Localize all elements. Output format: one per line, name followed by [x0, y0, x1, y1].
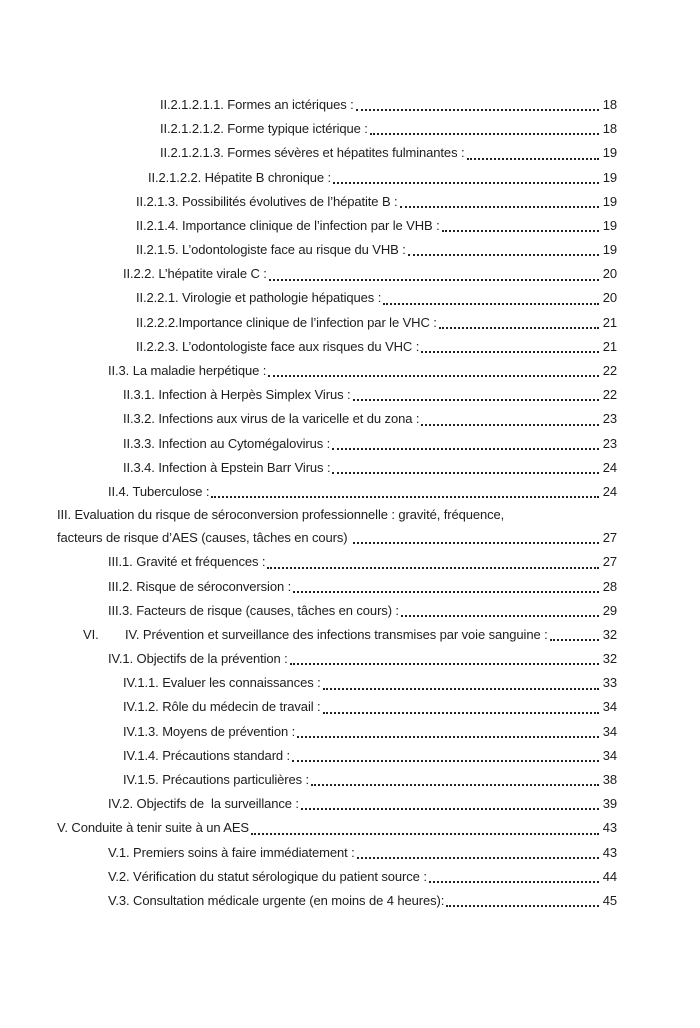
toc-entry [57, 335, 617, 359]
toc-entry-label: II.3.2. Infections aux virus de la varicelle et du zona : [123, 411, 420, 427]
dot-leader [357, 857, 599, 859]
toc-entry-page-number: 22 [602, 363, 617, 379]
dot-leader [370, 133, 599, 135]
toc-entry-main-line [57, 311, 617, 335]
toc-entry-main-line [57, 383, 617, 407]
toc-entry-label: II.3. La maladie herpétique : [108, 363, 267, 379]
toc-entry-label: V.2. Vérification du statut sérologique du patient source : [108, 868, 427, 884]
toc-entry-page-number: 19 [602, 193, 617, 209]
toc-entry-main-line [57, 432, 617, 456]
dot-leader [356, 109, 599, 111]
dot-leader [401, 615, 599, 617]
toc-entry-page-number: 38 [602, 772, 617, 788]
dot-leader [267, 567, 599, 569]
toc-entry-page-number: 24 [602, 459, 617, 475]
toc-entry-page-number: 23 [602, 435, 617, 451]
toc-entry [57, 744, 617, 768]
dot-leader [268, 375, 599, 377]
dot-leader [323, 688, 599, 690]
dot-leader [290, 663, 599, 665]
toc-entry-page-number: 20 [602, 266, 617, 282]
toc-entry-label: IV. Prévention et surveillance des infections transmises par voie sanguine : [125, 626, 548, 642]
toc-entry-label: III.2. Risque de séroconversion : [108, 578, 292, 594]
toc-entry-page-number: 19 [602, 242, 617, 258]
dot-leader [439, 327, 599, 329]
toc-entry [57, 214, 617, 238]
dot-leader [353, 542, 599, 544]
toc-entry-page-number: 21 [602, 338, 617, 354]
dot-leader [550, 639, 599, 641]
toc-entry [57, 696, 617, 720]
toc-entry-page-number: 18 [602, 96, 617, 112]
dot-leader [421, 351, 599, 353]
toc-entry [57, 889, 617, 913]
toc-entry-label: II.4. Tuberculose : [108, 483, 210, 499]
toc-entry-page-number: 18 [602, 121, 617, 137]
toc-entry-label: IV.1.2. Rôle du médecin de travail : [123, 699, 321, 715]
toc-entry-main-line [57, 287, 617, 311]
toc-entry-label: IV.1.3. Moyens de prévention : [123, 723, 296, 739]
toc-entry-page-number: 19 [602, 217, 617, 233]
dot-leader [301, 808, 599, 810]
toc-entry-label: II.3.4. Infection à Epstein Barr Virus : [123, 459, 331, 475]
dot-leader [269, 279, 599, 281]
toc-entry-main-line [57, 93, 617, 117]
toc-entry-page-number: 19 [602, 145, 617, 161]
toc-entry-label: II.2.2.2.Importance clinique de l’infection par le VHC : [136, 314, 437, 330]
toc-entry-page-number: 34 [602, 699, 617, 715]
dot-leader [429, 881, 599, 883]
dot-leader [421, 424, 599, 426]
toc-entry-label: II.2.1.2.1.1. Formes an ictériques : [160, 96, 354, 112]
toc-entry [57, 383, 617, 407]
toc-entry-label: IV.1.5. Précautions particulières : [123, 772, 310, 788]
toc-entry-main-line [57, 575, 617, 599]
toc-entry [57, 166, 617, 190]
toc-entry-label: V.1. Premiers soins à faire immédiatement : [108, 844, 355, 860]
toc-entry-main-line [57, 599, 617, 623]
toc-entry-main-line [57, 768, 617, 792]
dot-leader [446, 905, 599, 907]
toc-entry-main-line [57, 792, 617, 816]
toc-entry-label: IV.1.4. Précautions standard : [123, 747, 291, 763]
dot-leader [251, 833, 599, 835]
toc-entry-main-line [57, 262, 617, 286]
toc-entry [57, 432, 617, 456]
toc-entry-label: III.1. Gravité et fréquences : [108, 554, 266, 570]
toc-entry-label: II.2.2. L’hépatite virale C : [123, 266, 267, 282]
toc-entry-page-number: 44 [602, 868, 617, 884]
toc-entry-main-line [57, 720, 617, 744]
table-of-contents [57, 93, 617, 913]
toc-entry-label: V.3. Consultation médicale urgente (en moins de 4 heures): [108, 892, 445, 908]
toc-entry-page-number: 28 [602, 578, 617, 594]
toc-entry-page-number: 19 [602, 169, 617, 185]
toc-entry-main-line [57, 816, 617, 840]
toc-entry-label: II.2.1.3. Possibilités évolutives de l’hépatite B : [136, 193, 398, 209]
toc-entry-main-line [57, 166, 617, 190]
toc-entry-page-number: 21 [602, 314, 617, 330]
toc-entry-page-number: 24 [602, 483, 617, 499]
toc-entry-main-line [57, 141, 617, 165]
dot-leader [353, 399, 599, 401]
toc-entry-main-line [57, 865, 617, 889]
dot-leader [332, 472, 599, 474]
toc-entry [57, 768, 617, 792]
toc-entry-page-number: 34 [602, 747, 617, 763]
toc-entry-main-line [57, 238, 617, 262]
toc-entry [57, 117, 617, 141]
toc-entry-page-number: 33 [602, 675, 617, 691]
toc-entry [57, 720, 617, 744]
toc-entry-page-number: 23 [602, 411, 617, 427]
toc-entry-page-number: 27 [602, 530, 617, 546]
toc-entry-page-number: 45 [602, 892, 617, 908]
toc-entry-page-number: 39 [602, 796, 617, 812]
toc-entry-main-line [57, 671, 617, 695]
toc-entry [57, 550, 617, 574]
toc-entry-main-line [57, 550, 617, 574]
dot-leader [297, 736, 599, 738]
toc-entry-number-prefix: VI. [83, 626, 99, 642]
toc-entry [57, 287, 617, 311]
toc-entry [57, 865, 617, 889]
dot-leader [323, 712, 599, 714]
dot-leader [211, 496, 599, 498]
dot-leader [332, 448, 599, 450]
dot-leader [442, 230, 599, 232]
toc-entry [57, 671, 617, 695]
toc-entry-label: facteurs de risque d’AES (causes, tâches en cours) [57, 530, 352, 546]
toc-entry-main-line [57, 841, 617, 865]
toc-entry-main-line [57, 407, 617, 431]
toc-entry [57, 480, 617, 504]
toc-entry [57, 407, 617, 431]
toc-entry-label: IV.1.1. Evaluer les connaissances : [123, 675, 321, 691]
toc-entry [57, 262, 617, 286]
toc-entry-page-number: 43 [602, 844, 617, 860]
dot-leader [467, 158, 600, 160]
toc-entry-label: V. Conduite à tenir suite à un AES [57, 820, 249, 836]
dot-leader [383, 303, 599, 305]
toc-entry-page-number: 32 [602, 651, 617, 667]
toc-entry-label: IV.1. Objectifs de la prévention : [108, 651, 288, 667]
toc-entry-page-number: 32 [602, 626, 617, 642]
toc-entry-label: IV.2. Objectifs de la surveillance : [108, 796, 299, 812]
toc-entry-main-line [57, 480, 617, 504]
toc-entry [57, 647, 617, 671]
toc-entry [57, 190, 617, 214]
toc-entry-label-line1: III. Evaluation du risque de séroconversion professionnelle : gravité, fréquence, [57, 507, 505, 523]
toc-entry [57, 141, 617, 165]
toc-entry-page-number: 20 [602, 290, 617, 306]
toc-entry [57, 359, 617, 383]
toc-entry [57, 599, 617, 623]
toc-entry [57, 816, 617, 840]
toc-entry-main-line [57, 117, 617, 141]
toc-entry-wrap-line [57, 504, 617, 526]
toc-entry-main-line [57, 190, 617, 214]
toc-entry-page-number: 22 [602, 387, 617, 403]
toc-entry-main-line [57, 889, 617, 913]
toc-entry-page-number: 43 [602, 820, 617, 836]
dot-leader [400, 206, 599, 208]
toc-entry [57, 841, 617, 865]
toc-entry-main-line [57, 623, 617, 647]
toc-entry-label: II.3.1. Infection à Herpès Simplex Virus : [123, 387, 351, 403]
toc-entry-label: II.2.1.2.2. Hépatite B chronique : [148, 169, 332, 185]
toc-entry-label: II.2.1.4. Importance clinique de l’infection par le VHB : [136, 217, 440, 233]
toc-entry-main-line [57, 696, 617, 720]
toc-entry-main-line [57, 456, 617, 480]
toc-entry [57, 93, 617, 117]
toc-entry-label: III.3. Facteurs de risque (causes, tâches en cours) : [108, 602, 399, 618]
dot-leader [311, 784, 599, 786]
dot-leader [293, 591, 599, 593]
toc-entry-page-number: 29 [602, 602, 617, 618]
dot-leader [408, 254, 599, 256]
toc-entry-label: II.2.1.2.1.2. Forme typique ictérique : [160, 121, 368, 137]
dot-leader [333, 182, 599, 184]
toc-entry-page-number: 34 [602, 723, 617, 739]
toc-entry [57, 575, 617, 599]
toc-entry-label: II.2.2.3. L’odontologiste face aux risques du VHC : [136, 338, 420, 354]
toc-entry-label: II.2.1.5. L’odontologiste face au risque du VHB : [136, 242, 406, 258]
toc-entry [57, 238, 617, 262]
toc-entry-main-line [57, 744, 617, 768]
toc-entry [57, 456, 617, 480]
toc-entry-main-line [57, 359, 617, 383]
dot-leader [292, 760, 599, 762]
toc-entry [57, 504, 617, 550]
toc-entry-main-line [57, 214, 617, 238]
toc-entry-main-line [57, 526, 617, 550]
toc-entry-label: II.3.3. Infection au Cytomégalovirus : [123, 435, 331, 451]
toc-entry-main-line [57, 335, 617, 359]
toc-entry-label: II.2.1.2.1.3. Formes sévères et hépatites fulminantes : [160, 145, 465, 161]
toc-entry-label: II.2.2.1. Virologie et pathologie hépatiques : [136, 290, 382, 306]
toc-entry [57, 311, 617, 335]
toc-entry-main-line [57, 647, 617, 671]
toc-entry [57, 792, 617, 816]
toc-entry [57, 623, 617, 647]
toc-entry-page-number: 27 [602, 554, 617, 570]
